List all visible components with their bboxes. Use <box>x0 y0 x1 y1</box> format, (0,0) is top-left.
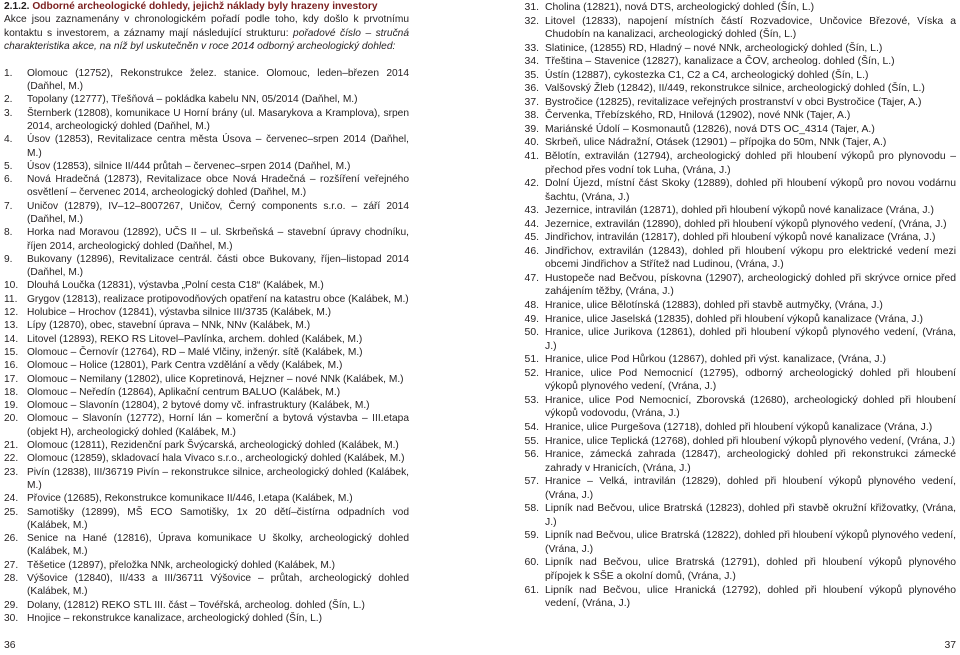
list-item <box>508 435 956 449</box>
item-number: 10. <box>4 280 19 292</box>
list-item <box>4 253 409 280</box>
item-text: Hranice, ulice Pod Hůrkou (12867), dohled při výst. kanalizace, (Vrána, J.) <box>545 354 886 366</box>
item-number: 48. <box>524 300 539 312</box>
item-number: 1. <box>4 67 13 79</box>
item-text: Bystročice (12825), revitalizace veřejných prostranství v obci Bystročice (Tajer, A.) <box>545 96 922 108</box>
item-number: 42. <box>524 178 539 190</box>
item-text: Hranice, ulice Jaselská (12835), dohled při hloubení výkopů kanalizace (Vrána, J.) <box>545 313 923 325</box>
list-item <box>4 293 409 306</box>
list-item <box>508 231 956 245</box>
list-item <box>508 1 956 15</box>
list-item <box>4 160 409 173</box>
item-number: 32. <box>524 15 539 27</box>
item-text: Dlouhá Loučka (12831), výstavba „Polní cesta C18“ (Kalábek, M.) <box>27 280 324 292</box>
item-text: Litovel (12893), REKO RS Litovel–Pavlínka, archem. dohled (Kalábek, M.) <box>27 333 363 345</box>
item-text: Litovel (12833), napojení místních částí Rozvadovice, Unčovice Březové, Víska a Chudobín na kanalizaci, archeologický dohled (Šín, L.) <box>545 15 956 41</box>
item-text: Cholina (12821), nová DTS, archeologický dohled (Šín, L.) <box>545 2 815 13</box>
item-text: Dolní Újezd, místní část Skoky (12889), dohled při hloubení výkopů pro novou vodárnu šachtu, (Vrána, J.) <box>545 178 956 203</box>
item-text: Olomouc – Černovír (12764), RD – Malé Vlčiny, inženýr. sítě (Kalábek, M.) <box>27 346 363 358</box>
item-text: Hranice, ulice Pod Nemocnicí, Zborovská (12680), archeologický dohled při hloubení výkopů vodovodu, (Vrána, J.) <box>545 394 956 420</box>
item-text: Lipník nad Bečvou, ulice Bratrská (12822), dohled při hloubení výkopů plynového vedení, (Vrána, J.) <box>545 530 956 555</box>
item-number: 44. <box>524 218 539 230</box>
item-text: Hnojice – rekonstrukce kanalizace, archeologický dohled (Šín, L.) <box>27 612 323 624</box>
list-item <box>508 353 956 367</box>
item-number: 8. <box>4 227 13 239</box>
item-text: Skrbeň, ulice Nádražní, Otásek (12901) – přípojka do 50m, NNk (Tajer, A.) <box>545 137 887 149</box>
item-text: Těšetice (12897), přeložka NNk, archeologický dohled (Kalábek, M.) <box>27 559 336 571</box>
list-item <box>4 226 409 253</box>
item-number: 57. <box>524 476 539 488</box>
list-item <box>4 506 409 533</box>
item-number: 43. <box>524 205 539 217</box>
item-number: 39. <box>524 123 539 135</box>
item-number: 34. <box>524 56 539 68</box>
item-text: Úsov (12853), Revitalizace centra města Úsova – červenec–srpen 2014 (Daňhel, M.) <box>27 134 409 159</box>
list-item <box>508 475 956 502</box>
list-item <box>508 556 956 583</box>
list-item <box>508 109 956 123</box>
list-item <box>508 326 956 353</box>
right-item-list <box>508 1 956 611</box>
list-item <box>4 466 409 493</box>
item-text: Červenka, Třebízského, RD, Hnilová (12902), nové NNk (Tajer, A.) <box>545 110 851 122</box>
item-number: 24. <box>4 493 19 505</box>
item-text: Nová Hradečná (12873), Revitalizace obce Nová Hradečná – rozšíření veřejného osvětlení – červenec 2014, archeologický dohled (Daňhel, M.) <box>27 174 409 199</box>
right-column <box>508 1 956 611</box>
item-number: 54. <box>524 421 539 433</box>
item-number: 4. <box>4 134 13 146</box>
list-item <box>4 346 409 359</box>
list-item <box>508 177 956 204</box>
item-text: Hranice, ulice Bělotínská (12883), dohled při stavbě autmyčky, (Vrána, J.) <box>545 300 883 312</box>
item-text: Jezernice, intravilán (12871), dohled při hloubení výkopů nové kanalizace (Vrána, J.) <box>545 205 934 217</box>
item-text: Hranice, ulice Jurikova (12861), dohled při hloubení výkopů plynového vedení, (Vrána, J.) <box>545 327 956 352</box>
list-item <box>4 67 409 94</box>
item-text: Olomouc – Nemilany (12802), ulice Kopretinová, Hejzner – nové NNk (Kalábek, M.) <box>27 373 404 385</box>
list-item <box>508 82 956 96</box>
item-number: 38. <box>524 110 539 122</box>
list-item <box>4 386 409 399</box>
list-item <box>508 529 956 556</box>
list-item <box>508 15 956 42</box>
list-item <box>4 559 409 572</box>
item-text: Uničov (12879), IV–12–8007267, Uničov, Černý components s.r.o. – září 2014 (Daňhel, M.) <box>27 200 409 225</box>
item-number: 13. <box>4 320 19 332</box>
item-number: 11. <box>4 293 18 305</box>
item-number: 31. <box>524 2 539 13</box>
left-column <box>4 0 409 625</box>
list-item <box>508 55 956 69</box>
item-text: Ústín (12887), cykostezka C1, C2 a C4, archeologický dohled (Šín, L.) <box>545 69 869 81</box>
item-text: Šternberk (12808), komunikace U Horní brány (ul. Masarykova a Kramplova), srpen 2014, archeologický dohled (Daňhel, M.) <box>27 107 409 132</box>
spacer <box>4 53 409 67</box>
page-number-left: 36 <box>4 640 16 651</box>
item-text: Bělotín, extravilán (12794), archeologický dohled při hloubení výkopů pro plynovodu – přechod přes vodní tok Luha, (Vrána, J.) <box>545 151 956 176</box>
item-text: Jindřichov, extravilán (12843), dohled při hloubení výkopu pro elektrické vedení mezi obcemi Jindřichov a Střítež nad Ludinou, (Vrána, J.) <box>545 245 956 271</box>
item-number: 25. <box>4 506 19 518</box>
list-item <box>508 218 956 232</box>
item-number: 37. <box>524 96 539 108</box>
item-text: Holubice – Hrochov (12841), výstavba silnice III/3735 (Kalábek, M.) <box>27 307 332 319</box>
item-number: 19. <box>4 400 19 412</box>
item-text: Grygov (12813), realizace protipovodňových opatření na katastru obce (Kalábek, M.) <box>27 293 409 305</box>
item-text: Třeština – Stavenice (12827), kanalizace a ČOV, archeolog. dohled (Šín, L.) <box>545 56 895 68</box>
list-item <box>4 399 409 412</box>
item-number: 40. <box>524 137 539 149</box>
item-number: 33. <box>524 42 539 54</box>
list-item <box>508 421 956 435</box>
list-item <box>508 394 956 421</box>
item-number: 14. <box>4 333 19 345</box>
item-number: 49. <box>524 313 539 325</box>
item-number: 36. <box>524 83 539 95</box>
list-item <box>4 133 409 160</box>
item-number: 3. <box>4 107 13 119</box>
list-item <box>508 96 956 110</box>
list-item <box>508 367 956 394</box>
list-item <box>4 279 409 292</box>
intro-structure: pořadové číslo – stručná charakteristika akce, na níž byl uskutečněn v roce 2014 odborný archeologický dohled: <box>4 27 410 52</box>
left-item-list <box>4 67 409 625</box>
list-item <box>4 200 409 227</box>
list-item <box>4 319 409 332</box>
item-number: 15. <box>4 346 19 358</box>
item-text: Slatinice, (12855) RD, Hladný – nové NNk, archeologický dohled (Šín, L.) <box>545 42 883 54</box>
item-text: Hranice, ulice Pod Nemocnicí (12795), odborný archeologický dohled při hloubení výkopů plynového vedení, (Vrána, J.) <box>545 367 956 393</box>
list-item <box>4 306 409 319</box>
item-number: 7. <box>4 200 13 212</box>
list-item <box>4 359 409 372</box>
item-number: 21. <box>4 440 19 452</box>
item-text: Úsov (12853), silnice II/444 průtah – červenec–srpen 2014 (Daňhel, M.) <box>27 160 351 172</box>
item-text: Hustopeče nad Bečvou, pískovna (12907), archeologický dohled při skrývce ornice před zahájením těžby, (Vrána, J.) <box>545 272 956 298</box>
item-text: Olomouc – Slavonín (12772), Horní lán – komerční a bytová výstavba – III.etapa (objekt H), archeologický dohled (Kalábek, M.) <box>27 413 409 438</box>
list-item <box>4 412 409 439</box>
item-number: 47. <box>524 272 539 284</box>
list-item <box>508 123 956 137</box>
list-item <box>508 272 956 299</box>
page-number-right: 37 <box>944 640 956 651</box>
list-item <box>4 439 409 452</box>
item-text: Lipník nad Bečvou, ulice Bratrská (12791), dohled při hloubení výkopů plynového přípojek k SŠE a okolní domů, (Vrána, J.) <box>545 557 956 582</box>
item-text: Mariánské Údolí – Kosmonautů (12826), nová DTS OC_4314 (Tajer, A.) <box>545 123 875 135</box>
item-number: 46. <box>524 245 539 257</box>
item-text: Senice na Hané (12816), Úprava komunikace U školky, archeologický dohled (Kalábek, M.) <box>27 533 409 558</box>
item-text: Lipník nad Bečvou, ulice Hranická (12792), dohled při hloubení výkopů plynového vedení, (Vrána, J.) <box>545 584 956 610</box>
item-text: Hranice, ulice Purgešova (12718), dohled při hloubení výkopů kanalizace (Vrána, J.) <box>545 421 933 433</box>
item-text: Olomouc (12859), skladovací hala Vivaco s.r.o., archeologický dohled (Kalábek, M.) <box>27 453 405 465</box>
list-item <box>508 299 956 313</box>
item-number: 61. <box>524 584 539 596</box>
list-item <box>4 107 409 134</box>
item-number: 5. <box>4 160 13 172</box>
item-text: Jezernice, extravilán (12890), dohled při hloubení výkopů plynového vedení, (Vrána, J.) <box>545 218 947 230</box>
item-number: 53. <box>524 394 539 406</box>
item-number: 45. <box>524 232 539 244</box>
item-number: 51. <box>524 354 539 366</box>
intro-text: Akce jsou zaznamenány v chronologickém pořadí podle toho, kdy došlo k prvotnímu kontaktu s investorem, a záznamy mají následující strukturu: <box>4 14 409 39</box>
list-item <box>4 599 409 612</box>
item-number: 16. <box>4 360 19 372</box>
section-number: 2.1.2. <box>4 1 30 12</box>
item-number: 6. <box>4 174 13 186</box>
item-text: Topolany (12777), Třešňová – pokládka kabelu NN, 05/2014 (Daňhel, M.) <box>27 94 358 106</box>
list-item <box>4 173 409 200</box>
item-number: 17. <box>4 373 19 385</box>
list-item <box>4 572 409 599</box>
item-number: 30. <box>4 612 19 624</box>
item-text: Hranice, ulice Teplická (12768), dohled při hloubení výkopů plynového vedení, (Vrána, J.) <box>545 435 956 447</box>
item-number: 9. <box>4 253 13 265</box>
list-item <box>508 69 956 83</box>
list-item <box>4 333 409 346</box>
item-text: Samotišky (12899), MŠ ECO Samotišky, 1x 20 dětí–čistírna odpadních vod (Kalábek, M.) <box>27 506 409 531</box>
item-text: Přovice (12685), Rekonstrukce komunikace II/446, I.etapa (Kalábek, M.) <box>27 493 353 505</box>
item-number: 58. <box>524 503 539 515</box>
item-text: Olomouc (12752), Rekonstrukce želez. stanice. Olomouc, leden–březen 2014 (Daňhel, M.) <box>27 67 409 93</box>
item-text: Dolany, (12812) REKO STL III. část – Tovéřská, archeolog. dohled (Šín, L.) <box>27 599 365 611</box>
list-item <box>508 150 956 177</box>
list-item <box>508 136 956 150</box>
list-item <box>508 42 956 56</box>
item-number: 55. <box>524 435 539 447</box>
item-number: 18. <box>4 386 19 398</box>
item-number: 12. <box>4 307 19 319</box>
item-text: Olomouc (12811), Rezidenční park Švýcarská, archeologický dohled (Kalábek, M.) <box>27 440 399 452</box>
item-text: Hranice, zámecká zahrada (12847), archeologický dohled při rekonstrukci zámecké zahrady v Hranicích, (Vrána, J.) <box>545 449 956 474</box>
item-number: 27. <box>4 559 19 571</box>
list-item <box>4 492 409 505</box>
item-number: 60. <box>524 557 539 569</box>
item-text: Jindřichov, intravilán (12817), dohled při hloubení výkopů nové kanalizace (Vrána, J.) <box>545 232 936 244</box>
item-text: Horka nad Moravou (12892), UČS II – ul. Skrbeňská – stavební úpravy chodníku, říjen 2014, archeologický dohled (Daňhel, M.) <box>27 227 409 252</box>
item-text: Valšovský Žleb (12842), II/449, rekonstrukce silnice, archeologický dohled (Šín, L.) <box>545 83 925 95</box>
item-number: 35. <box>524 69 539 81</box>
item-number: 28. <box>4 573 19 585</box>
list-item <box>508 204 956 218</box>
item-number: 26. <box>4 533 19 545</box>
item-text: Olomouc – Slavonín (12804), 2 bytové domy vč. infrastruktury (Kalábek, M.) <box>27 400 370 412</box>
item-text: Olomouc – Neředín (12864), Aplikační centrum BALUO (Kalábek, M.) <box>27 386 341 398</box>
item-number: 52. <box>524 367 539 379</box>
item-number: 23. <box>4 466 19 478</box>
list-item <box>4 93 409 106</box>
list-item <box>4 373 409 386</box>
item-text: Lipník nad Bečvou, ulice Bratrská (12823), dohled při stavbě okružní křižovatky, (Vrána, J.) <box>545 503 956 528</box>
list-item <box>4 612 409 625</box>
item-text: Pivín (12838), III/36719 Pivín – rekonstrukce silnice, archeologický dohled (Kalábek, M.) <box>27 466 409 491</box>
item-number: 29. <box>4 599 19 611</box>
item-text: Výšovice (12840), II/433 a III/36711 Výšovice – průtah, archeologický dohled (Kalábek, M.) <box>27 573 409 598</box>
item-text: Olomouc – Holice (12801), Park Centra vzdělání a vědy (Kalábek, M.) <box>27 360 343 372</box>
section-heading <box>4 0 409 13</box>
list-item <box>508 584 956 611</box>
list-item <box>508 448 956 475</box>
item-number: 2. <box>4 94 13 106</box>
item-text: Bukovany (12896), Revitalizace centrál. části obce Bukovany, říjen–listopad 2014 (Daňhel, M.) <box>27 253 409 279</box>
item-number: 50. <box>524 327 539 339</box>
intro-paragraph <box>4 13 409 53</box>
list-item <box>508 245 956 272</box>
item-text: Hranice – Velká, intravilán (12829), dohled při hloubení výkopů plynového vedení, (Vrána, J.) <box>545 476 956 501</box>
list-item <box>508 502 956 529</box>
item-number: 22. <box>4 453 19 465</box>
item-number: 20. <box>4 413 19 425</box>
section-title: Odborné archeologické dohledy, jejichž náklady byly hrazeny investory <box>29 1 378 12</box>
item-number: 56. <box>524 449 539 461</box>
list-item <box>4 532 409 559</box>
list-item <box>508 313 956 327</box>
item-number: 59. <box>524 530 539 542</box>
item-text: Lípy (12870), obec, stavební úprava – NNk, NNv (Kalábek, M.) <box>27 320 311 332</box>
list-item <box>4 452 409 465</box>
item-number: 41. <box>524 151 539 163</box>
